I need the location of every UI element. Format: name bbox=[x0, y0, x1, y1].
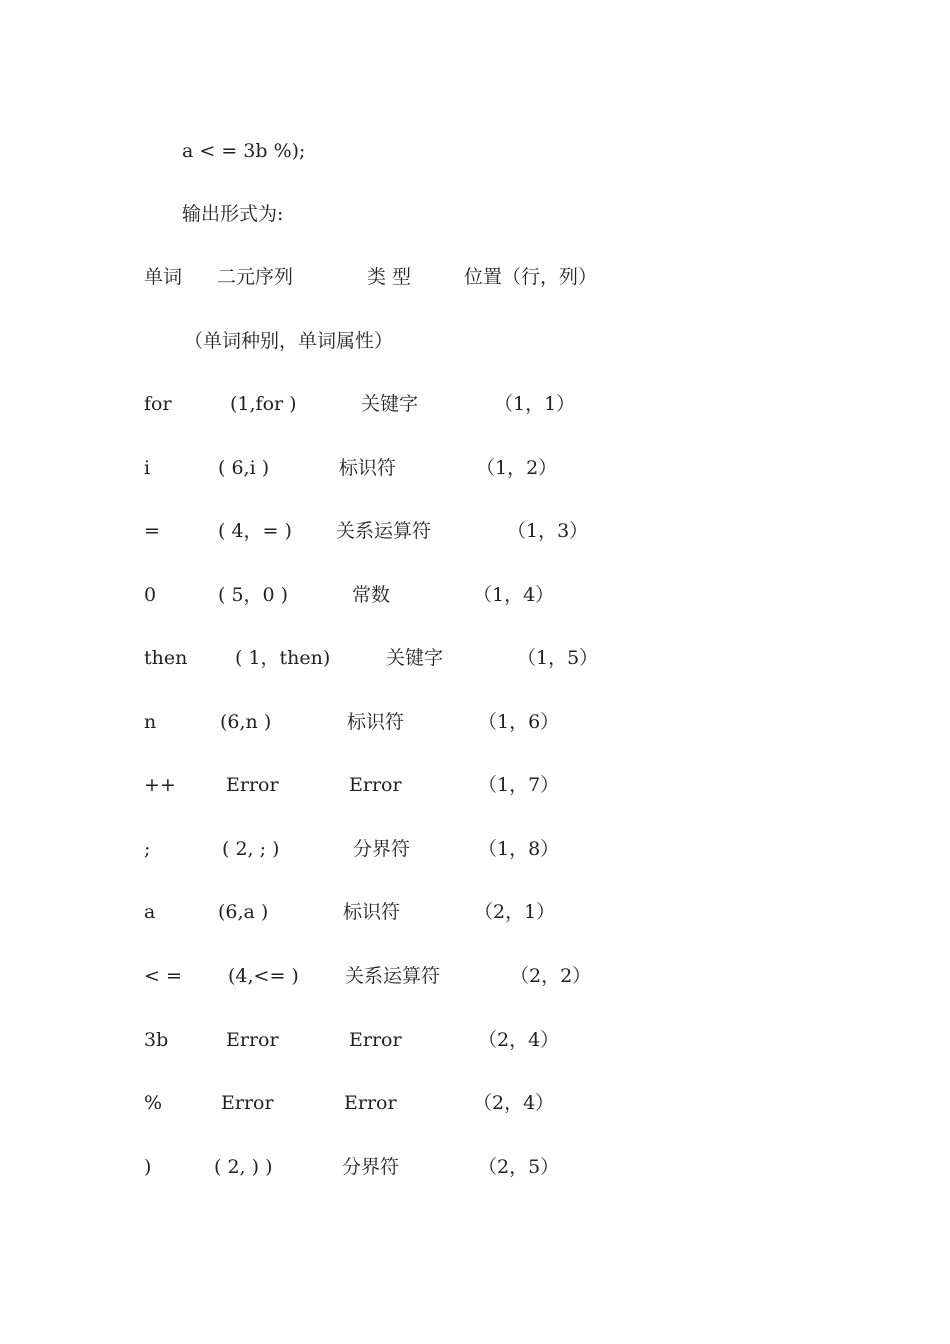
token-pair: ( 6,i ) bbox=[218, 457, 270, 479]
token-position: （1，2） bbox=[476, 457, 558, 479]
token-pair: Error bbox=[226, 774, 279, 796]
token-pair: (6,a ) bbox=[218, 901, 269, 923]
token-pair: (1,for ) bbox=[230, 393, 297, 415]
token-type: Error bbox=[349, 1029, 402, 1051]
token-type: 关系运算符 bbox=[345, 965, 441, 987]
header-position: 位置（行，列） bbox=[464, 266, 598, 288]
code-line: a < = 3b %); bbox=[182, 140, 306, 162]
token-pair: ( 5，0 ) bbox=[218, 584, 289, 606]
token-type: 关键字 bbox=[361, 393, 419, 415]
token-type: 标识符 bbox=[347, 711, 405, 733]
token-pair: (4,<= ) bbox=[228, 965, 299, 987]
token-pair: (6,n ) bbox=[220, 711, 272, 733]
token-type: 标识符 bbox=[339, 457, 397, 479]
token-position: （1，1） bbox=[494, 393, 576, 415]
token-pair: Error bbox=[221, 1092, 274, 1114]
token-word: ; bbox=[144, 838, 151, 860]
token-position: （2，4） bbox=[473, 1092, 555, 1114]
token-pair: Error bbox=[226, 1029, 279, 1051]
token-word: i bbox=[144, 457, 151, 479]
token-position: （1，7） bbox=[478, 774, 560, 796]
token-word: then bbox=[144, 647, 188, 669]
token-position: （2，1） bbox=[474, 901, 556, 923]
token-word: a bbox=[144, 901, 156, 923]
token-type: 常数 bbox=[352, 584, 391, 606]
output-intro: 输出形式为: bbox=[182, 203, 284, 225]
token-type: 关系运算符 bbox=[336, 520, 432, 542]
token-type: 分界符 bbox=[342, 1156, 400, 1178]
token-position: （2，5） bbox=[478, 1156, 560, 1178]
token-type: 标识符 bbox=[343, 901, 401, 923]
subheader: （单词种别，单词属性） bbox=[184, 330, 394, 352]
token-word: = bbox=[144, 520, 160, 542]
token-position: （1，6） bbox=[478, 711, 560, 733]
header-type: 类 型 bbox=[367, 266, 412, 288]
token-position: （2，2） bbox=[510, 965, 592, 987]
token-word: n bbox=[144, 711, 157, 733]
token-word: ) bbox=[144, 1156, 152, 1178]
token-pair: ( 1，then) bbox=[235, 647, 331, 669]
token-type: Error bbox=[344, 1092, 397, 1114]
token-position: （1，4） bbox=[473, 584, 555, 606]
token-type: Error bbox=[349, 774, 402, 796]
token-pair: ( 4，= ) bbox=[218, 520, 292, 542]
token-word: < = bbox=[144, 965, 182, 987]
token-word: 0 bbox=[144, 584, 157, 606]
token-word: for bbox=[144, 393, 172, 415]
token-pair: ( 2, ; ) bbox=[222, 838, 280, 860]
token-word: % bbox=[144, 1092, 163, 1114]
token-word: ++ bbox=[144, 774, 176, 796]
header-pair: 二元序列 bbox=[217, 266, 294, 288]
token-pair: ( 2, ) ) bbox=[214, 1156, 273, 1178]
token-position: （1，8） bbox=[478, 838, 560, 860]
token-position: （1，3） bbox=[507, 520, 589, 542]
header-word: 单词 bbox=[144, 266, 183, 288]
token-position: （1，5） bbox=[517, 647, 599, 669]
token-type: 关键字 bbox=[386, 647, 444, 669]
token-position: （2，4） bbox=[478, 1029, 560, 1051]
token-type: 分界符 bbox=[353, 838, 411, 860]
token-word: 3b bbox=[144, 1029, 169, 1051]
